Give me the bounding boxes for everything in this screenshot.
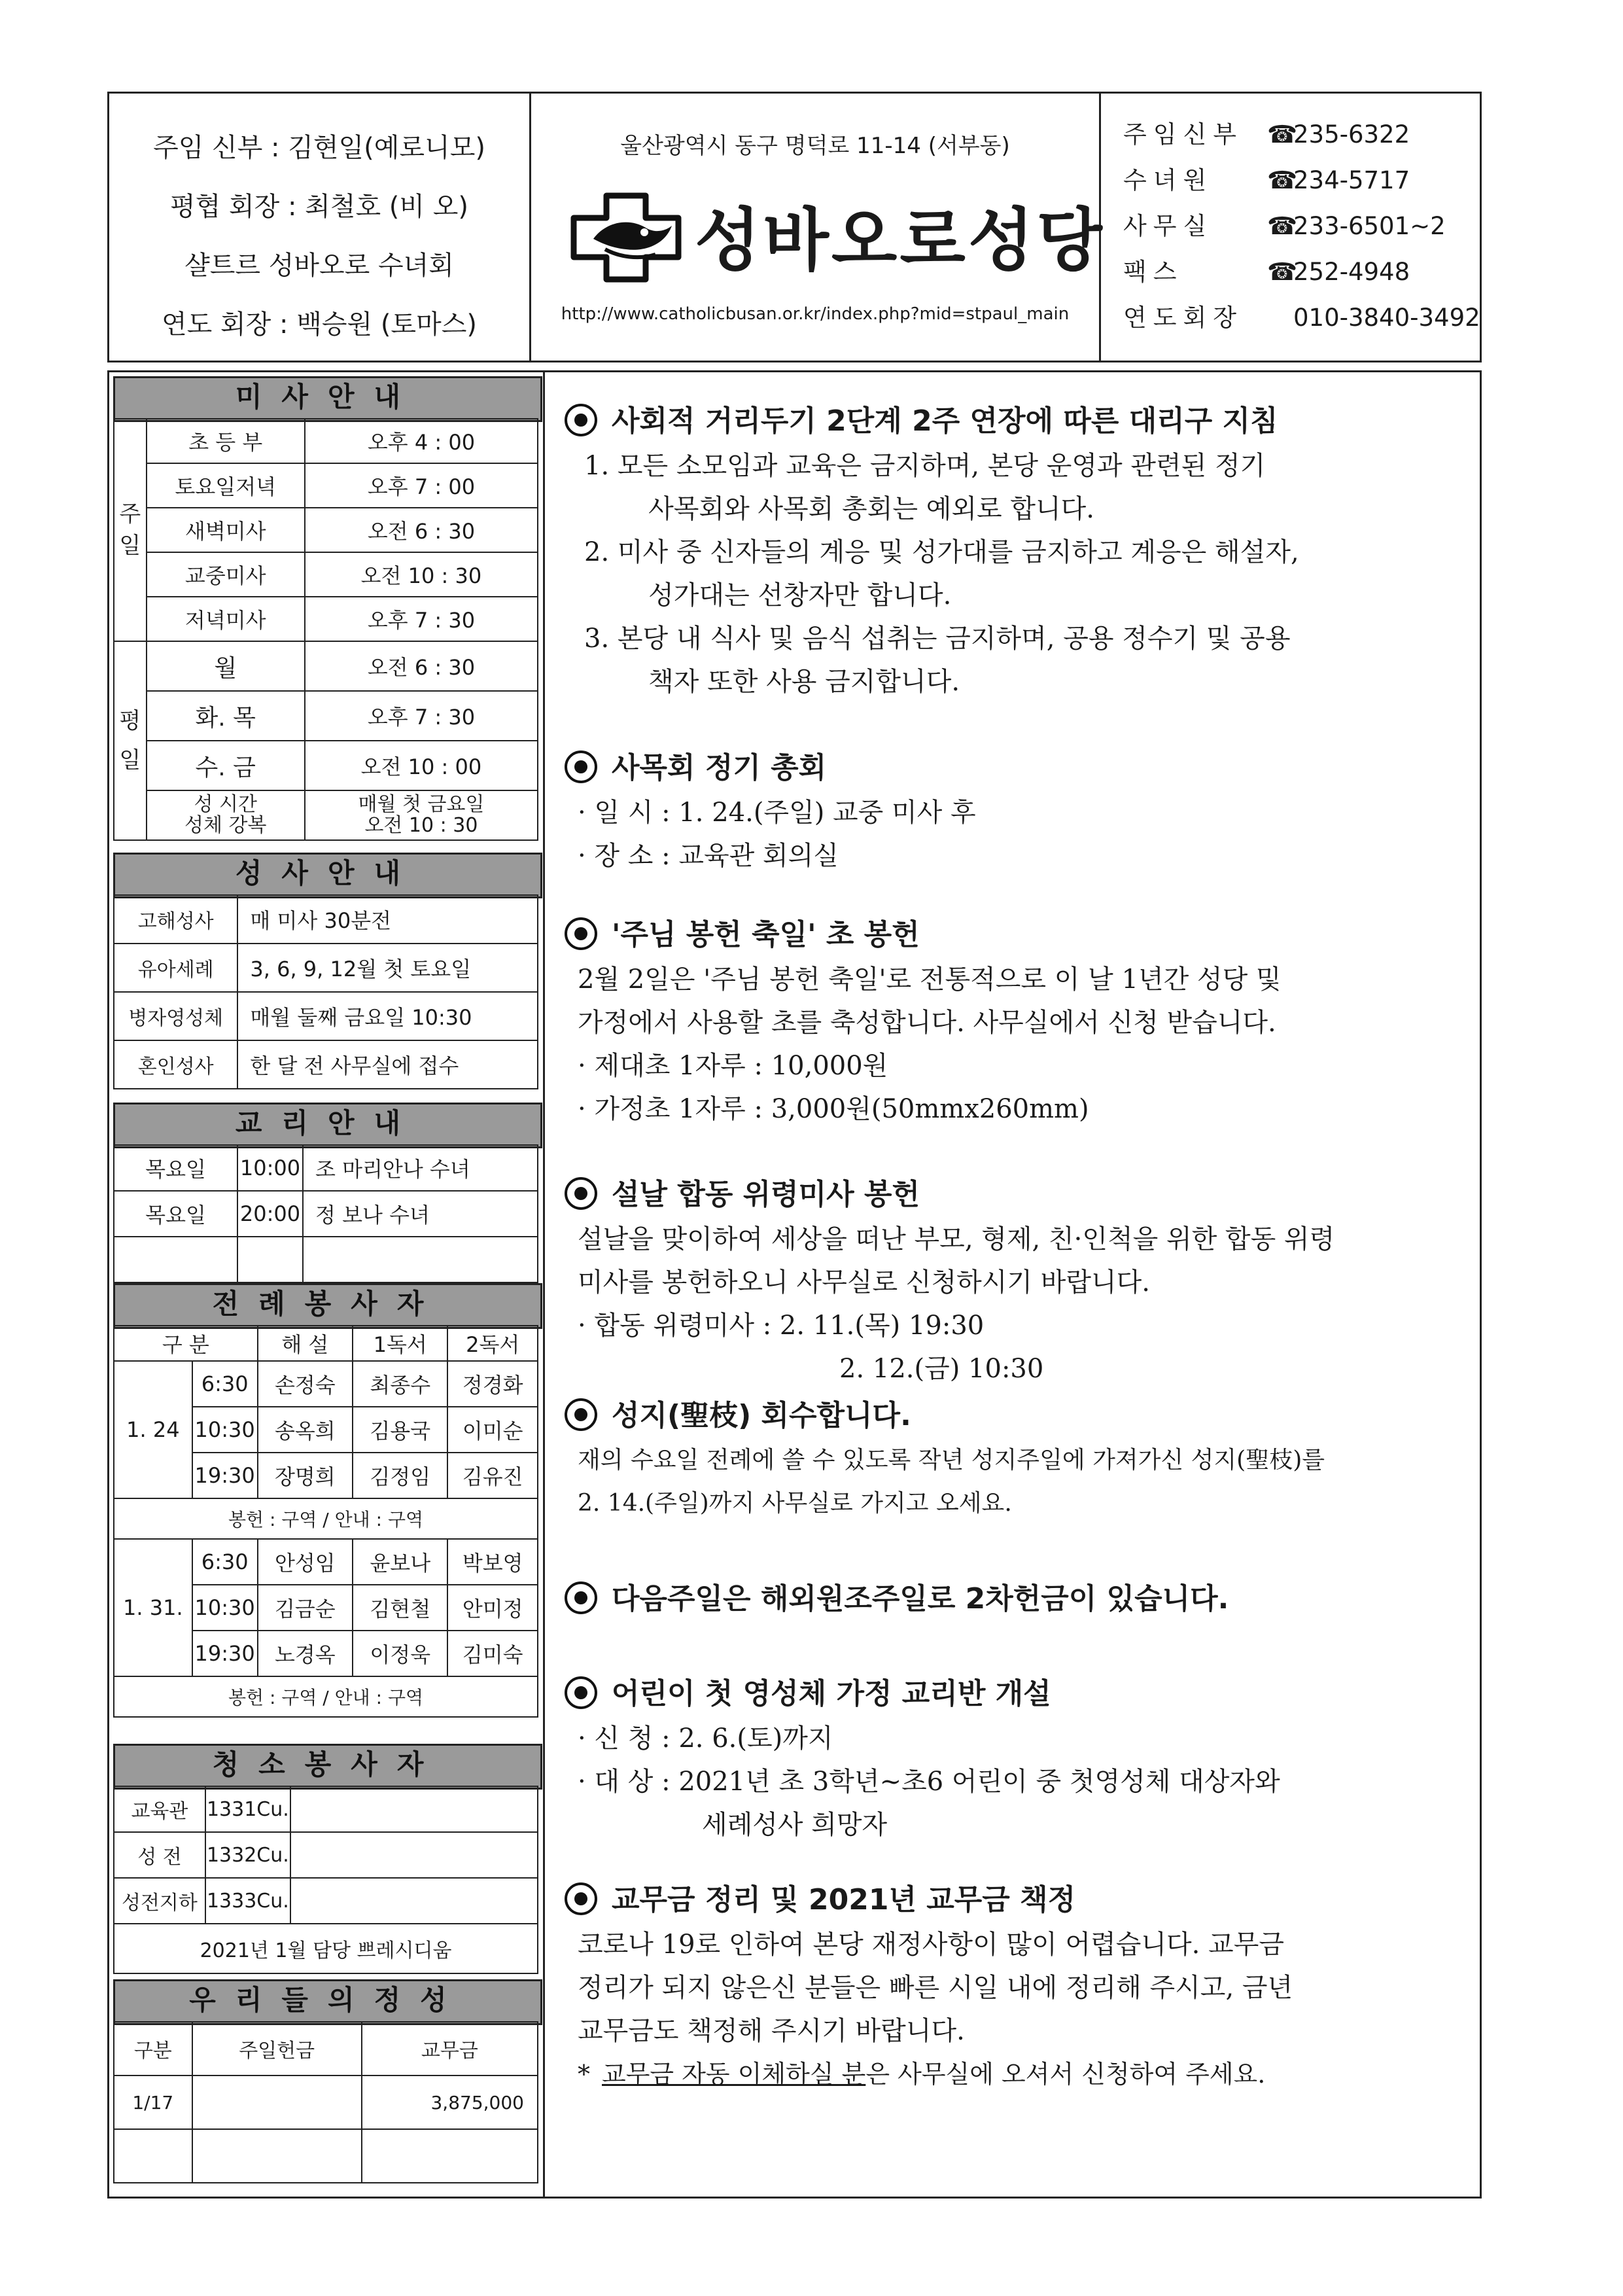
notice-title bbox=[565, 1172, 1474, 1218]
offering-header-row bbox=[114, 2022, 538, 2075]
notice-line: 2. 14.(주일)까지 사무실로 가지고 오세요. bbox=[578, 1490, 1012, 1517]
cleaning-table bbox=[113, 1786, 538, 1974]
liturgy-note-row bbox=[114, 1676, 538, 1717]
cleaning-note: 2021년 1월 담당 쁘레시디움 bbox=[114, 1924, 538, 1973]
sacrament-info: 3, 6, 9, 12월 첫 토요일 bbox=[237, 944, 538, 992]
catechism-day bbox=[114, 1237, 237, 1282]
catechism-teacher: 정 보나 수녀 bbox=[303, 1191, 538, 1237]
catechism-time: 10:00 bbox=[237, 1145, 303, 1191]
bullet-icon bbox=[565, 1581, 597, 1614]
notice-line: 정리가 되지 않은신 분들은 빠른 시일 내에 정리해 주시고, 금년 bbox=[578, 1973, 1293, 2003]
mass-time: 오후 7 : 30 bbox=[305, 691, 538, 741]
council-president-line: 평협 회장 : 최철호 (비 오) bbox=[169, 192, 469, 222]
offertory-usher-note: 봉헌 : 구역 / 안내 : 구역 bbox=[114, 1498, 538, 1539]
bullet-icon bbox=[565, 917, 597, 950]
contact-label: 팩스 bbox=[1123, 258, 1183, 286]
notice-title-text: 교무금 정리 및 2021년 교무금 책정 bbox=[612, 1883, 1076, 1916]
cleaning-extra bbox=[290, 1832, 538, 1878]
notice-line: 사목회와 사목회 총회는 예외로 합니다. bbox=[623, 494, 1094, 524]
offering-dues: 3,875,000 bbox=[362, 2075, 538, 2129]
liturgy-row bbox=[114, 1539, 538, 1585]
schedule-column bbox=[113, 376, 542, 2193]
notice-title-text: 설날 합동 위령미사 봉헌 bbox=[612, 1178, 920, 1211]
sacrament-name: 고해성사 bbox=[114, 895, 237, 944]
first-reader: 최종수 bbox=[353, 1361, 447, 1407]
mass-row bbox=[114, 552, 538, 597]
catechism-day: 목요일 bbox=[114, 1191, 237, 1237]
sacrament-row bbox=[114, 992, 538, 1040]
pastor-line: 주임 신부 : 김현일(예로니모) bbox=[153, 133, 485, 163]
notice-line: 교무금도 책정해 주시기 바랍니다. bbox=[578, 2016, 965, 2046]
notice-body bbox=[565, 1717, 1474, 1846]
offering-date: 1/17 bbox=[114, 2075, 192, 2129]
notice-title-text: 사회적 거리두기 2단계 2주 연장에 따른 대리구 지침 bbox=[612, 404, 1278, 438]
notice-line: 2월 2일은 '주님 봉헌 축일'로 전통적으로 이 날 1년간 성당 및 bbox=[578, 964, 1282, 995]
liturgy-header: 2독서 bbox=[447, 1326, 538, 1361]
notice bbox=[565, 398, 1474, 703]
offering-sunday bbox=[192, 2075, 362, 2129]
offering-section-title: 우리들의정성 bbox=[113, 1979, 542, 2025]
notice-line: · 가정초 1자루 : 3,000원(50mmx260mm) bbox=[578, 1094, 1089, 1124]
notice-line: 2. 미사 중 신자들의 계응 및 성가대를 금지하고 계응은 해설자, bbox=[584, 537, 1299, 567]
catechism-table bbox=[113, 1144, 538, 1283]
mass-name: 교중미사 bbox=[147, 552, 305, 597]
notice-line: 1. 모든 소모임과 교육은 금지하며, 본당 운영과 관련된 정기 bbox=[584, 451, 1266, 481]
notices-column bbox=[543, 372, 1480, 2197]
contact-number: 010-3840-3492 bbox=[1293, 304, 1480, 332]
first-reader: 김정임 bbox=[353, 1453, 447, 1498]
notice bbox=[565, 745, 1474, 877]
notice-line: 가정에서 사용할 초를 축성합니다. 사무실에서 신청 받습니다. bbox=[578, 1008, 1276, 1038]
liturgy-header: 구 분 bbox=[114, 1326, 258, 1361]
mass-row bbox=[114, 691, 538, 741]
offering-table bbox=[113, 2021, 538, 2183]
phone-icon: ☎ bbox=[1267, 120, 1298, 149]
notice-body bbox=[565, 958, 1474, 1131]
notice bbox=[565, 1576, 1474, 1622]
blessing-label: 성체 강복 bbox=[184, 814, 267, 837]
mass-section-title: 미사안내 bbox=[113, 376, 542, 422]
notice-title bbox=[565, 398, 1474, 444]
bulletin-body bbox=[107, 370, 1482, 2199]
notice-title-text: '주님 봉헌 축일' 초 봉헌 bbox=[612, 918, 920, 951]
footnote-rest: 은 사무실에 오셔서 신청하여 주세요. bbox=[865, 2060, 1266, 2089]
notice-line: 책자 또한 사용 금지합니다. bbox=[623, 667, 960, 697]
catechism-row bbox=[114, 1237, 538, 1282]
commentator: 장명희 bbox=[258, 1453, 353, 1498]
footnote-underlined: 교무금 자동 이체하실 분 bbox=[602, 2060, 866, 2089]
sacrament-name: 혼인성사 bbox=[114, 1040, 237, 1089]
contact-number: 233-6501~2 bbox=[1293, 212, 1446, 240]
mass-time: 오전 6 : 30 bbox=[305, 641, 538, 691]
notice bbox=[565, 1671, 1474, 1846]
notice-title bbox=[565, 912, 1474, 958]
liturgy-header: 해 설 bbox=[258, 1326, 353, 1361]
liturgy-time: 19:30 bbox=[192, 1453, 258, 1498]
contact-row bbox=[1101, 203, 1480, 249]
first-reader: 이정욱 bbox=[353, 1631, 447, 1676]
notice-title-text: 어린이 첫 영성체 가정 교리반 개설 bbox=[612, 1677, 1051, 1710]
sacrament-row bbox=[114, 944, 538, 992]
mass-row bbox=[114, 508, 538, 552]
notice-body bbox=[565, 444, 1474, 703]
mass-name: 저녁미사 bbox=[147, 597, 305, 641]
cleaning-cu: 1332Cu. bbox=[205, 1832, 290, 1878]
mass-time: 오후 7 : 30 bbox=[305, 597, 538, 641]
catechism-teacher bbox=[303, 1237, 538, 1282]
notice-body bbox=[565, 1439, 1474, 1525]
liturgy-row bbox=[114, 1361, 538, 1407]
mass-row bbox=[114, 419, 538, 463]
notice-title bbox=[565, 1576, 1474, 1622]
cleaning-section-title: 청소봉사자 bbox=[113, 1744, 542, 1790]
parish-url[interactable]: http://www.catholicbusan.or.kr/index.php?mid=stpaul_main bbox=[561, 304, 1070, 324]
cleaning-extra bbox=[290, 1878, 538, 1924]
contact-label: 주임신부 bbox=[1123, 120, 1243, 149]
offertory-usher-note: 봉헌 : 구역 / 안내 : 구역 bbox=[114, 1676, 538, 1717]
bulletin-header bbox=[107, 92, 1482, 362]
catechism-teacher: 조 마리안나 수녀 bbox=[303, 1145, 538, 1191]
mass-time: 오전 10 : 30 bbox=[305, 552, 538, 597]
first-reader: 윤보나 bbox=[353, 1539, 447, 1585]
cleaning-note-row bbox=[114, 1924, 538, 1973]
sacrament-info: 매월 둘째 금요일 10:30 bbox=[237, 992, 538, 1040]
bullet-icon bbox=[565, 1676, 597, 1709]
mass-row bbox=[114, 741, 538, 790]
phone-icon: ☎ bbox=[1267, 258, 1298, 286]
commentator: 노경옥 bbox=[258, 1631, 353, 1676]
mass-row bbox=[114, 463, 538, 508]
holy-hour-date: 매월 첫 금요일 bbox=[358, 793, 485, 816]
cleaning-cu: 1333Cu. bbox=[205, 1878, 290, 1924]
mass-table bbox=[113, 418, 538, 841]
contact-label: 수녀원 bbox=[1123, 166, 1213, 194]
notice-line: · 일 시 : 1. 24.(주일) 교중 미사 후 bbox=[578, 798, 976, 828]
cleaning-place: 성 전 bbox=[114, 1832, 205, 1878]
cleaning-place: 교육관 bbox=[114, 1786, 205, 1832]
holy-hour-label: 성 시간 bbox=[194, 793, 257, 816]
notice-line: · 신 청 : 2. 6.(토)까지 bbox=[578, 1723, 833, 1754]
weekday-label: 평 일 bbox=[114, 641, 147, 840]
mass-name: 새벽미사 bbox=[147, 508, 305, 552]
contact-number: 252-4948 bbox=[1293, 258, 1410, 286]
notice-line: · 장 소 : 교육관 회의실 bbox=[578, 841, 839, 871]
sunday-label: 주 일 bbox=[114, 419, 147, 641]
catechism-row bbox=[114, 1145, 538, 1191]
contact-row bbox=[1101, 158, 1480, 203]
notice-body bbox=[565, 1218, 1474, 1390]
contact-list bbox=[1101, 94, 1480, 361]
second-reader: 김유진 bbox=[447, 1453, 538, 1498]
notice-line: 설날을 맞이하여 세상을 떠난 부모, 형제, 친·인척을 위한 합동 위령 bbox=[578, 1224, 1335, 1254]
sacraments-table bbox=[113, 894, 538, 1089]
mass-row bbox=[114, 597, 538, 641]
offering-date bbox=[114, 2129, 192, 2183]
mass-name: 토요일저녁 bbox=[147, 463, 305, 508]
liturgy-time: 10:30 bbox=[192, 1585, 258, 1631]
notice-title bbox=[565, 745, 1474, 791]
notice-title bbox=[565, 1393, 1474, 1439]
bullet-icon bbox=[565, 1177, 597, 1210]
contact-label: 연도회장 bbox=[1123, 304, 1243, 332]
notice-line: 성가대는 선창자만 합니다. bbox=[623, 580, 952, 610]
liturgy-time: 6:30 bbox=[192, 1361, 258, 1407]
offering-sunday bbox=[192, 2129, 362, 2183]
offering-row bbox=[114, 2129, 538, 2183]
mass-time: 오후 4 : 00 bbox=[305, 419, 538, 463]
second-reader: 박보영 bbox=[447, 1539, 538, 1585]
contact-number: 234-5717 bbox=[1293, 166, 1410, 194]
catechism-day: 목요일 bbox=[114, 1145, 237, 1191]
catechism-time: 20:00 bbox=[237, 1191, 303, 1237]
bullet-icon bbox=[565, 751, 597, 783]
notice-title bbox=[565, 1877, 1474, 1923]
mass-row bbox=[114, 641, 538, 691]
notice bbox=[565, 1172, 1474, 1390]
notice-line: · 대 상 : 2021년 초 3학년~초6 어린이 중 첫영성체 대상자와 bbox=[578, 1767, 1280, 1797]
notice-line: 2. 12.(금) 10:30 bbox=[839, 1354, 1044, 1384]
first-reader: 김현철 bbox=[353, 1585, 447, 1631]
liturgy-header: 1독서 bbox=[353, 1326, 447, 1361]
notice-line: 재의 수요일 전례에 쓸 수 있도록 작년 성지주일에 가져가신 성지(聖枝)를 bbox=[578, 1447, 1325, 1474]
commentator: 송옥희 bbox=[258, 1407, 353, 1453]
sacrament-name: 유아세례 bbox=[114, 944, 237, 992]
mass-name: 월 bbox=[147, 641, 305, 691]
second-reader: 이미순 bbox=[447, 1407, 538, 1453]
sisters-line: 샬트르 성바오로 수녀회 bbox=[184, 251, 454, 281]
notice-body bbox=[565, 1923, 1474, 2096]
notice-title bbox=[565, 1671, 1474, 1717]
cleaning-row bbox=[114, 1878, 538, 1924]
offering-header: 주일헌금 bbox=[192, 2022, 362, 2075]
mass-time: 오전 10 : 00 bbox=[305, 741, 538, 790]
parish-title-block bbox=[531, 94, 1105, 361]
holy-hour-clock: 오전 10 : 30 bbox=[364, 814, 478, 837]
spacer bbox=[1267, 295, 1293, 341]
mass-name: 수. 금 bbox=[147, 741, 305, 790]
notice-title-text: 다음주일은 해외원조주일로 2차헌금이 있습니다. bbox=[612, 1582, 1229, 1616]
offering-header: 교무금 bbox=[362, 2022, 538, 2075]
catechism-time bbox=[237, 1237, 303, 1282]
cleaning-row bbox=[114, 1786, 538, 1832]
notice bbox=[565, 1877, 1474, 2096]
sacrament-name: 병자영성체 bbox=[114, 992, 237, 1040]
mass-time: 오전 6 : 30 bbox=[305, 508, 538, 552]
address: 울산광역시 동구 명덕로 11-14 (서부동) bbox=[620, 133, 1010, 159]
contact-row bbox=[1101, 249, 1480, 295]
rosary-president-line: 연도 회장 : 백승원 (토마스) bbox=[162, 309, 477, 340]
offering-header: 구분 bbox=[114, 2022, 192, 2075]
phone-icon: ☎ bbox=[1267, 166, 1298, 194]
sacraments-section-title: 성사안내 bbox=[113, 853, 542, 898]
offering-row bbox=[114, 2075, 538, 2129]
contact-row bbox=[1101, 295, 1480, 341]
sacrament-info: 매 미사 30분전 bbox=[237, 895, 538, 944]
holy-hour-row bbox=[114, 790, 538, 840]
mass-time: 오후 7 : 00 bbox=[305, 463, 538, 508]
second-reader: 정경화 bbox=[447, 1361, 538, 1407]
notice bbox=[565, 1393, 1474, 1525]
liturgy-table bbox=[113, 1325, 538, 1718]
notice-line: · 제대초 1자루 : 10,000원 bbox=[578, 1051, 888, 1081]
notice-body bbox=[565, 791, 1474, 877]
catechism-section-title: 교리안내 bbox=[113, 1103, 542, 1148]
notice bbox=[565, 912, 1474, 1131]
catechism-row bbox=[114, 1191, 538, 1237]
notice-footnote bbox=[565, 2053, 1474, 2096]
notice-line: 3. 본당 내 식사 및 음식 섭취는 금지하며, 공용 정수기 및 공용 bbox=[584, 624, 1291, 654]
footnote-star: * bbox=[578, 2060, 590, 2089]
commentator: 손정숙 bbox=[258, 1361, 353, 1407]
sacrament-info: 한 달 전 사무실에 접수 bbox=[237, 1040, 538, 1089]
second-reader: 김미숙 bbox=[447, 1631, 538, 1676]
contact-row bbox=[1101, 112, 1480, 158]
commentator: 김금순 bbox=[258, 1585, 353, 1631]
commentator: 안성임 bbox=[258, 1539, 353, 1585]
cleaning-place: 성전지하 bbox=[114, 1878, 205, 1924]
liturgy-section-title: 전례봉사자 bbox=[113, 1283, 542, 1329]
second-reader: 안미정 bbox=[447, 1585, 538, 1631]
notice-title-text: 성지(聖枝) 회수합니다. bbox=[612, 1399, 911, 1432]
notice-line: 세례성사 희망자 bbox=[702, 1810, 888, 1840]
liturgy-date: 1. 31. bbox=[114, 1539, 192, 1676]
mass-name: 화. 목 bbox=[147, 691, 305, 741]
bullet-icon bbox=[565, 1882, 597, 1915]
notice-line: 미사를 봉헌하오니 사무실로 신청하시기 바랍니다. bbox=[578, 1267, 1151, 1298]
sacrament-row bbox=[114, 895, 538, 944]
notice-title-text: 사목회 정기 총회 bbox=[612, 751, 827, 785]
cleaning-cu: 1331Cu. bbox=[205, 1786, 290, 1832]
bullet-icon bbox=[565, 404, 597, 436]
liturgy-date: 1. 24 bbox=[114, 1361, 192, 1498]
notice-line: · 합동 위령미사 : 2. 11.(목) 19:30 bbox=[578, 1311, 985, 1341]
mass-name: 초 등 부 bbox=[147, 419, 305, 463]
phone-icon: ☎ bbox=[1267, 212, 1298, 240]
cleaning-row bbox=[114, 1832, 538, 1878]
liturgy-time: 19:30 bbox=[192, 1631, 258, 1676]
cleaning-extra bbox=[290, 1786, 538, 1832]
parish-logo-icon bbox=[567, 192, 685, 283]
parish-name: 성바오로성당 bbox=[695, 200, 1105, 280]
sacrament-row bbox=[114, 1040, 538, 1089]
holy-hour-name bbox=[147, 790, 305, 840]
bullet-icon bbox=[565, 1398, 597, 1431]
contact-label: 사무실 bbox=[1123, 212, 1213, 240]
offering-dues bbox=[362, 2129, 538, 2183]
holy-hour-time bbox=[305, 790, 538, 840]
liturgy-time: 6:30 bbox=[192, 1539, 258, 1585]
clergy-info bbox=[109, 94, 531, 361]
liturgy-time: 10:30 bbox=[192, 1407, 258, 1453]
first-reader: 김용국 bbox=[353, 1407, 447, 1453]
contact-number: 235-6322 bbox=[1293, 120, 1410, 149]
liturgy-header-row bbox=[114, 1326, 538, 1361]
notice-line: 코로나 19로 인하여 본당 재정사항이 많이 어렵습니다. 교무금 bbox=[578, 1930, 1284, 1960]
liturgy-note-row bbox=[114, 1498, 538, 1539]
